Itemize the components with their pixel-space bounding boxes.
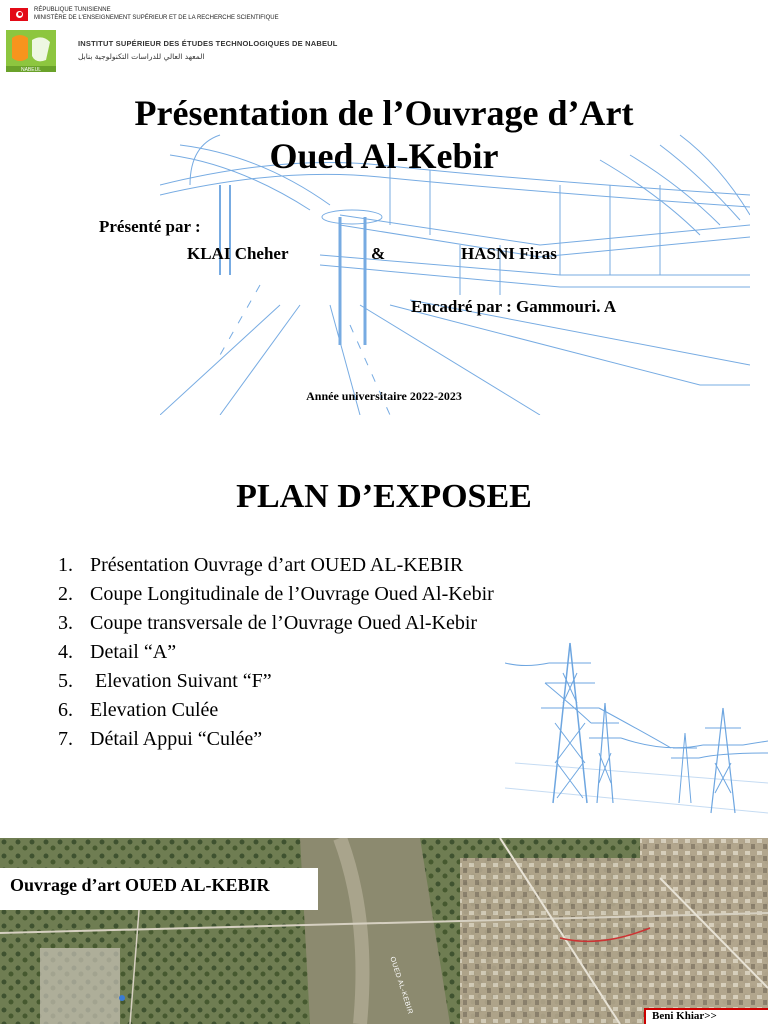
presentation-subtitle: Oued Al-Kebir [269, 136, 499, 176]
institute-name-ar: المعهد العالي للدراسات التكنولوجية بنابل [78, 52, 205, 61]
logo-sub-text: NABEUL [20, 67, 42, 72]
power-pylons-image [505, 613, 768, 828]
outline-title: PLAN D’EXPOSEE [236, 478, 532, 515]
ministry-line: MINISTÈRE DE L'ENSEIGNEMENT SUPÉRIEUR ET DE LA RECHERCHE SCIENTIFIQUE [34, 15, 279, 21]
road-label: OUED AL-KEBIR [388, 956, 414, 1016]
map-title: Ouvrage d’art OUED AL-KEBIR [10, 875, 270, 895]
list-label: Présentation Ouvrage d’art OUED AL-KEBIR [90, 554, 464, 576]
direction-label: Beni Khiar>> [652, 1010, 717, 1022]
list-label: Detail “A” [90, 641, 177, 663]
list-number: 1. [58, 554, 73, 576]
outline-slide [0, 418, 768, 838]
list-number: 4. [58, 641, 73, 663]
map-slide [0, 838, 768, 1024]
list-item [58, 580, 494, 609]
presentation-title: Présentation de l’Ouvrage d’Art [134, 93, 634, 133]
list-item [58, 725, 494, 754]
list-number: 3. [58, 612, 73, 634]
satellite-map-image [0, 838, 768, 1024]
list-number: 5. [58, 670, 73, 692]
list-item [58, 667, 494, 696]
list-label: Elevation Suivant “F” [90, 670, 272, 692]
list-label: Détail Appui “Culée” [90, 728, 263, 750]
ampersand: & [371, 244, 386, 263]
list-item [58, 696, 494, 725]
list-label: Coupe transversale de l’Ouvrage Oued Al-Kebir [90, 612, 478, 634]
list-label: Coupe Longitudinale de l’Ouvrage Oued Al-Kebir [90, 583, 494, 605]
list-label: Elevation Culée [90, 699, 219, 721]
list-number: 7. [58, 728, 73, 750]
institute-name-fr: INSTITUT SUPÉRIEUR DES ÉTUDES TECHNOLOGIQUES DE NABEUL [78, 39, 338, 48]
list-number: 6. [58, 699, 73, 721]
outline-list [58, 551, 494, 754]
presented-by-label: Présenté par : [99, 217, 201, 236]
supervisor-label: Encadré par : Gammouri. A [411, 297, 617, 316]
academic-year: Année universitaire 2022-2023 [306, 389, 462, 403]
republic-line: RÉPUBLIQUE TUNISIENNE [34, 7, 111, 13]
title-slide [0, 0, 768, 418]
tunisia-flag-icon [10, 8, 28, 21]
list-item [58, 609, 494, 638]
republic-header [34, 6, 279, 22]
list-number: 2. [58, 583, 73, 605]
list-item [58, 551, 494, 580]
student-name-1: KLAI Cheher [187, 244, 289, 263]
iset-logo-icon [6, 30, 56, 72]
student-name-2: HASNI Firas [461, 244, 557, 263]
list-item [58, 638, 494, 667]
